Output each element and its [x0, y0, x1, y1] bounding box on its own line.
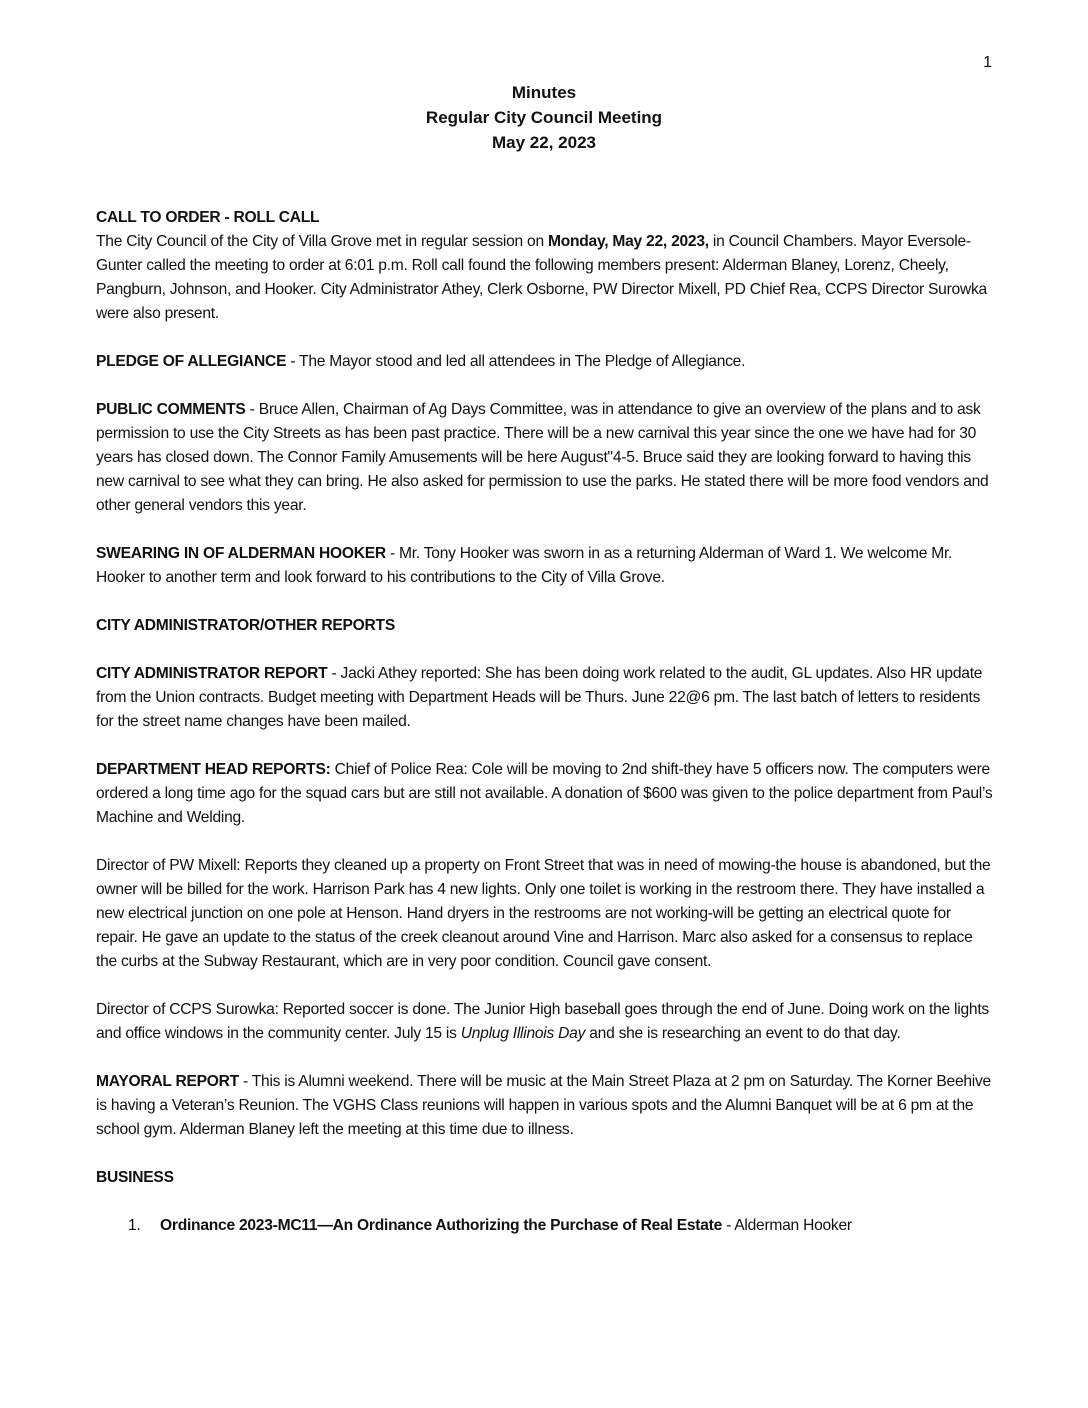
- dept-head-reports-text: Chief of Police Rea: Cole will be moving to 2nd shift-they have 5 officers now. The computers were ordered a long time ago for the squad cars but are still not available. A donation of $600 was given to the police department from Paul’s Machine and Welding.: [96, 761, 993, 826]
- call-to-order-heading: CALL TO ORDER - ROLL CALL: [96, 209, 320, 226]
- title-line-3: May 22, 2023: [492, 133, 596, 152]
- dept-head-reports-heading: DEPARTMENT HEAD REPORTS:: [96, 761, 331, 778]
- section-public-comments: [96, 398, 996, 518]
- reports-heading: CITY ADMINISTRATOR/OTHER REPORTS: [96, 617, 395, 634]
- title-line-1: Minutes: [511, 83, 577, 102]
- section-dept-head-reports: [96, 758, 996, 830]
- public-comments-text: - Bruce Allen, Chairman of Ag Days Committee, was in attendance to give an overview of the plans and to ask permission to use the City Streets as has been past practice. There will be a new carnival this year since the one we have had for 30 years has closed down. The Connor Family Amusements will be here August"4-5. Bruce said they are looking forward to having this new carnival to see what they can bring. He also asked for permission to use the parks. He stated there will be more food vendors and other general vendors this year.: [96, 401, 989, 514]
- public-comments-heading: PUBLIC COMMENTS: [96, 401, 246, 418]
- document-body: [96, 206, 996, 1238]
- pledge-text: - The Mayor stood and led all attendees in The Pledge of Allegiance.: [286, 353, 746, 370]
- pledge-heading: PLEDGE OF ALLEGIANCE: [96, 353, 287, 370]
- ccps-report-text-a: Director of CCPS Surowka: Reported soccer is done. The Junior High baseball goes through the end of June. Doing work on the lights and office windows in the community center. July 15 is: [96, 1001, 989, 1042]
- section-mayoral-report: [96, 1070, 996, 1142]
- call-to-order-text-a: The City Council of the City of Villa Grove met in regular session on: [96, 233, 548, 250]
- city-admin-report-text: - Jacki Athey reported: She has been doing work related to the audit, GL updates. Also HR update from the Union contracts. Budget meeting with Department Heads will be Thurs. June 22@6 pm. The last batch of letters to residents for the street name changes have been mailed.: [96, 665, 983, 730]
- section-pledge: [96, 350, 996, 374]
- ccps-director-report: [96, 998, 996, 1046]
- mayoral-report-text: - This is Alumni weekend. There will be music at the Main Street Plaza at 2 pm on Saturday. The Korner Beehive is having a Veteran’s Reunion. The VGHS Class reunions will happen in various spots and the Alumni Banquet will be at 6 pm at the school gym. Alderman Blaney left the meeting at this time due to illness.: [96, 1073, 991, 1138]
- meeting-date-bold: Monday, May 22, 2023,: [547, 233, 709, 250]
- call-to-order-text-b: in Council Chambers. Mayor Eversole-Gunter called the meeting to order at 6:01 p.m. Roll call found the following members present: Alderman Blaney, Lorenz, Cheely, Pangburn, Johnson, and Hooker. City Administrator Athey, Clerk Osborne, PW Director Mixell, PD Chief Rea, CCPS Director Surowka were also present.: [96, 233, 987, 322]
- city-admin-report-heading: CITY ADMINISTRATOR REPORT: [96, 665, 328, 682]
- ccps-report-text-b: and she is researching an event to do that day.: [585, 1025, 901, 1042]
- business-item-suffix: - Alderman Hooker: [722, 1217, 852, 1234]
- business-heading: BUSINESS: [96, 1169, 174, 1186]
- section-swearing-in: [96, 542, 996, 590]
- document-title: [0, 80, 1088, 155]
- swearing-in-text: - Mr. Tony Hooker was sworn in as a returning Alderman of Ward 1. We welcome Mr. Hooker to another term and look forward to his contributions to the City of Villa Grove.: [96, 545, 953, 586]
- business-item-title: Ordinance 2023-MC11—An Ordinance Authorizing the Purchase of Real Estate: [160, 1217, 722, 1234]
- business-item-number: 1.: [128, 1217, 141, 1234]
- swearing-in-heading: SWEARING IN OF ALDERMAN HOOKER: [96, 545, 386, 562]
- title-line-2: Regular City Council Meeting: [425, 108, 663, 127]
- unplug-illinois-day: Unplug Illinois Day: [460, 1025, 586, 1042]
- section-call-to-order: [96, 206, 996, 326]
- page-number: 1: [983, 54, 992, 71]
- section-city-admin-report: [96, 662, 996, 734]
- business-item: [96, 1214, 996, 1238]
- business-item-text: [128, 1217, 852, 1234]
- mayoral-report-heading: MAYORAL REPORT: [96, 1073, 239, 1090]
- pw-director-report: Director of PW Mixell: Reports they cleaned up a property on Front Street that was in need of mowing-the house is abandoned, but the owner will be billed for the work. Harrison Park has 4 new lights. Only one toilet is working in the restroom there. They have installed a new electrical junction on one pole at Henson. Hand dryers in the restrooms are not working-will be getting an electrical quote for repair. He gave an update to the status of the creek cleanout around Vine and Harrison. Marc also asked for a consensus to replace the curbs at the Subway Restaurant, which are in very poor condition. Council gave consent.: [96, 857, 991, 970]
- call-to-order-text: [96, 230, 996, 326]
